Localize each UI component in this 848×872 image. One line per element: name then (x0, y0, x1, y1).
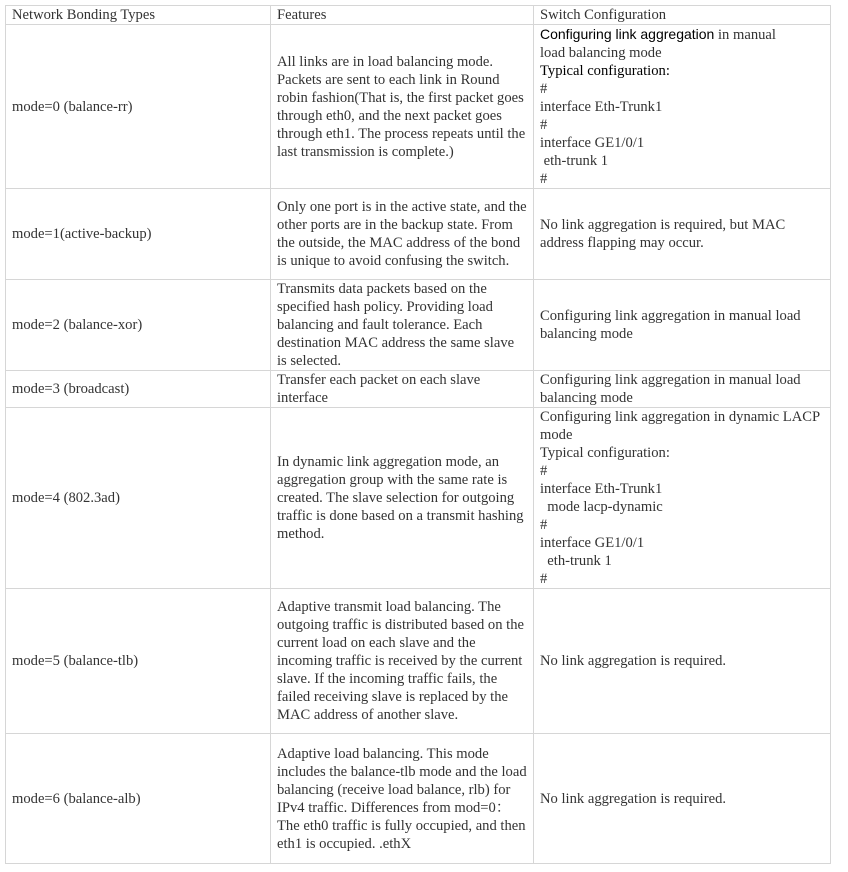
code-line: mode lacp-dynamic (540, 499, 663, 515)
table-row (6, 25, 831, 189)
table-row (6, 189, 831, 280)
code-line: # (540, 463, 548, 479)
table-row (6, 371, 831, 408)
code-line: # (540, 171, 548, 187)
code-line: # (540, 117, 548, 133)
code-line: # (540, 517, 548, 533)
config-cell: Configuring link aggregation in manual load balancing mode (534, 280, 831, 371)
code-line: interface Eth-Trunk1 (540, 481, 663, 497)
features-cell: In dynamic link aggregation mode, an aggregation group with the same rate is created. The slave selection for outgoing traffic is done based on a transmit hashing method. (271, 408, 534, 589)
mode-cell: mode=2 (balance-xor) (6, 280, 271, 371)
header-row (6, 6, 831, 25)
code-line: eth-trunk 1 (540, 153, 609, 169)
code-line: interface Eth-Trunk1 (540, 99, 663, 115)
mode-cell: mode=3 (broadcast) (6, 371, 271, 408)
mode-cell: mode=5 (balance-tlb) (6, 589, 271, 734)
config-cell: Configuring link aggregation in manual load balancing mode (534, 371, 831, 408)
config-cell: No link aggregation is required. (534, 589, 831, 734)
features-cell: Transfer each packet on each slave interface (271, 371, 534, 408)
config-heading: Typical configuration: (540, 63, 670, 79)
config-cell: No link aggregation is required. (534, 734, 831, 864)
table-row (6, 280, 831, 371)
mode-cell: mode=1(active-backup) (6, 189, 271, 280)
config-text: Configuring link aggregation in dynamic LACP mode (540, 409, 820, 443)
config-line: in manual (714, 27, 776, 43)
features-cell: Only one port is in the active state, and the other ports are in the backup state. From the outside, the MAC address of the bond is unique to avoid confusing the switch. (271, 189, 534, 280)
header-switch-configuration: Switch Configuration (534, 6, 831, 25)
table-row (6, 589, 831, 734)
bonding-types-table (5, 5, 831, 864)
features-cell: Transmits data packets based on the specified hash policy. Providing load balancing and fault tolerance. Each destination MAC address the same slave is selected. (271, 280, 534, 371)
header-features: Features (271, 6, 534, 25)
mode-cell: mode=6 (balance-alb) (6, 734, 271, 864)
config-cell (534, 25, 831, 189)
code-line: interface GE1/0/1 (540, 135, 645, 151)
code-line: # (540, 81, 548, 97)
config-cell: No link aggregation is required, but MAC address flapping may occur. (534, 189, 831, 280)
config-heading: Typical configuration: (540, 445, 670, 461)
table-row (6, 734, 831, 864)
features-cell: All links are in load balancing mode. Packets are sent to each link in Round robin fashion(That is, the first packet goes through eth0, and the next packet goes through eth1. The process repeats until the last transmission is complete.) (271, 25, 534, 189)
config-lead: Configuring link aggregation (540, 26, 715, 42)
code-line: # (540, 571, 548, 587)
features-cell: Adaptive load balancing. This mode includes the balance-tlb mode and the load balancing (receive load balance, rlb) for IPv4 traffic. Differences from mod=0： The eth0 traffic is fully occupied, and then eth1 is occupied. .ethX (271, 734, 534, 864)
header-bonding-types: Network Bonding Types (6, 6, 271, 25)
table-row (6, 408, 831, 589)
code-line: interface GE1/0/1 (540, 535, 645, 551)
features-cell: Adaptive transmit load balancing. The outgoing traffic is distributed based on the current load on each slave and the incoming traffic is received by the current slave. If the incoming traffic fails, the failed receiving slave is replaced by the MAC address of another slave. (271, 589, 534, 734)
code-line: eth-trunk 1 (540, 553, 612, 569)
mode-cell: mode=4 (802.3ad) (6, 408, 271, 589)
config-cell (534, 408, 831, 589)
config-line: load balancing mode (540, 45, 662, 61)
mode-cell: mode=0 (balance-rr) (6, 25, 271, 189)
